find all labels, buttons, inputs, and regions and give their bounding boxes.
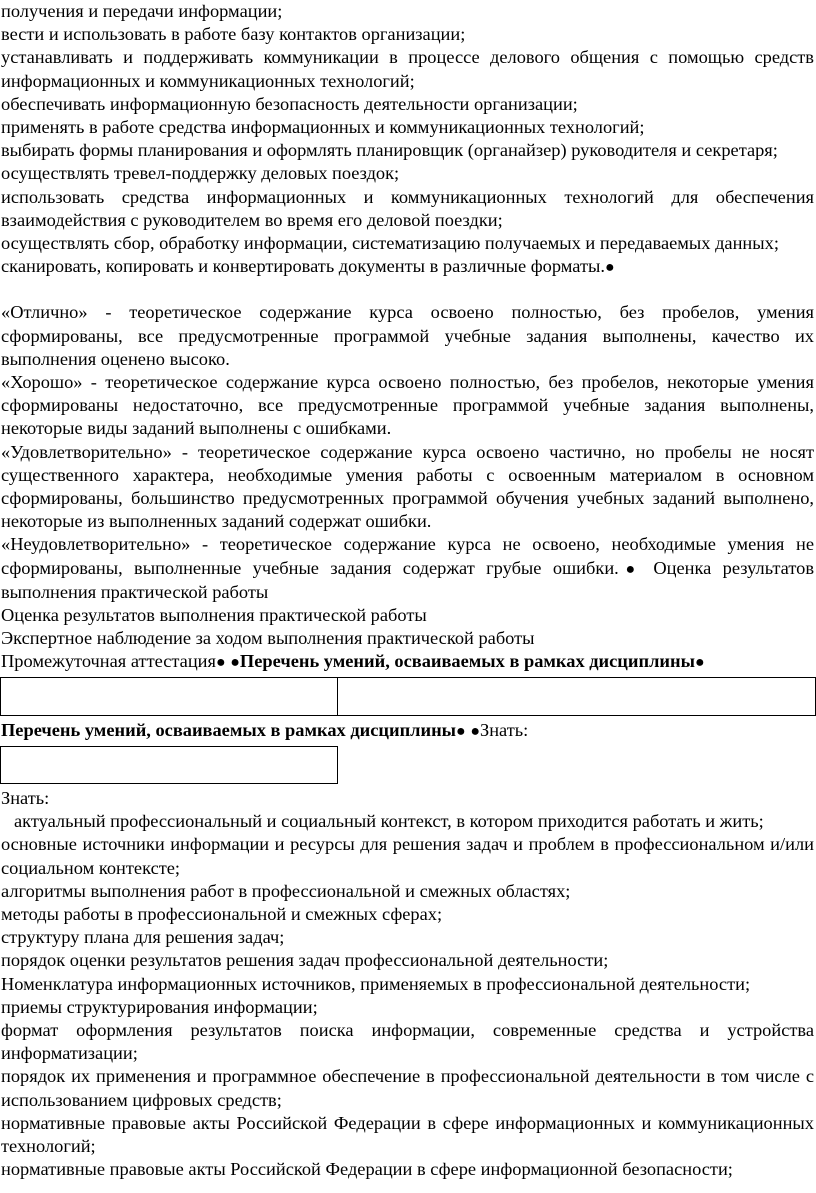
bullet-icon: ● [604, 259, 615, 277]
expert-observation-line: Экспертное наблюдение за ходом выполнения практической работы [1, 628, 535, 649]
spacer [0, 279, 816, 301]
grade-good: «Хорошо» - теоретическое содержание курса освоено полностью, без пробелов, некоторые умения сформированы недостаточно, все предусмотренные программой учебные задания выполнены, некоторые виды заданий выполнены с ошибками. [1, 372, 814, 439]
table-cell-empty [0, 746, 338, 784]
knowledge-item: приемы структурирования информации; [1, 996, 318, 1017]
bullet-icon: ● [215, 654, 226, 672]
knowledge-item: нормативные правовые акты Российской Федерации в сфере информационной безопасности; [1, 1159, 733, 1180]
skills-heading: Перечень умений, осваиваемых в рамках дисциплины [1, 719, 457, 740]
skill-item: применять в работе средства информационных и коммуникационных технологий; [1, 117, 645, 138]
knowledge-item: структуру плана для решения задач; [1, 927, 285, 948]
know-label: Знать: [1, 787, 50, 808]
skills-heading: Перечень умений, осваиваемых в рамках дисциплины [239, 651, 695, 672]
skill-item-last [0, 255, 816, 279]
skill-item: вести и использовать в работе базу контактов организации; [1, 24, 466, 45]
knowledge-item: нормативные правовые акты Российской Федерации в сфере информационных и коммуникационных технологий; [1, 1112, 814, 1156]
bullet-icon: ● [456, 722, 466, 740]
interim-label: Промежуточная аттестация [1, 651, 216, 672]
know-label-inline: Знать: [480, 719, 529, 740]
grade-unsatisfactory [0, 533, 816, 604]
grading-criteria [0, 301, 816, 604]
skill-item: использовать средства информационных и коммуникационных технологий для обеспечения взаимодействия с руководителем во время его деловой поездки; [1, 186, 814, 230]
skill-item: выбирать формы планирования и оформлять планировщик (органайзер) руководителя и секретаря; [1, 140, 778, 161]
skill-item: получения и передачи информации; [1, 1, 283, 21]
knowledge-item: алгоритмы выполнения работ в профессиональной и смежных областях; [1, 880, 571, 901]
bullet-icon: ● [470, 722, 480, 740]
skill-item: осуществлять тревел-поддержку деловых поездок; [1, 163, 400, 184]
bullet-icon: ● [230, 654, 240, 672]
table-cell-empty [0, 677, 338, 716]
knowledge-item: актуальный профессиональный и социальный контекст, в котором приходится работать и жить; [14, 811, 764, 832]
bullet-icon: ● [694, 654, 705, 672]
skills-list [0, 0, 816, 279]
skills-heading-line [0, 719, 816, 743]
bullet-icon: ● [618, 560, 642, 578]
interim-attestation-line [0, 650, 816, 674]
knowledge-item: порядок оценки результатов решения задач профессиональной деятельности; [1, 950, 609, 971]
grade-excellent: «Отлично» - теоретическое содержание курса освоено полностью, без пробелов, умения сформированы, все предусмотренные программой учебные задания выполнены, качество их выполнения оценено высоко. [1, 302, 814, 369]
knowledge-item: порядок их применения и программное обеспечение в профессиональной деятельности в том числе с использованием цифровых средств; [1, 1066, 814, 1110]
table-row [0, 677, 816, 716]
skill-item: осуществлять сбор, обработку информации, систематизацию получаемых и передаваемых данных; [1, 233, 779, 254]
knowledge-item: формат оформления результатов поиска информации, современные средства и устройства информатизации; [1, 1019, 814, 1064]
skill-item: обеспечивать информационную безопасность деятельности организации; [1, 93, 578, 114]
skill-item: устанавливать и поддерживать коммуникации в процессе делового общения с помощью средств информационных и коммуникационных технологий; [1, 47, 814, 91]
knowledge-item: Номенклатура информационных источников, применяемых в профессиональной деятельности; [1, 973, 751, 994]
table-cell-empty [338, 677, 816, 716]
assessment-line: Оценка результатов выполнения практической работы [1, 605, 427, 626]
knowledge-item: методы работы в профессиональной и смежных сферах; [1, 903, 443, 924]
grade-satisfactory: «Удовлетворительно» - теоретическое содержание курса освоено частично, но пробелы не носят существенного характера, необходимые умения работы с освоенным материалом в основном сформированы, большинство предусмотренных программой обучения учебных заданий выполнено, некоторые из выполненных заданий содержат ошибки. [1, 441, 814, 532]
knowledge-list [0, 810, 816, 1181]
grade-fail-text: «Неудовлетворительно» - теоретическое содержание курса не освоено, необходимые умения не сформированы, выполненные учебные задания содержат грубые ошибки. [1, 534, 814, 578]
skill-item-text: сканировать, копировать и конвертировать документы в различные форматы. [1, 256, 605, 277]
assessment-inline-text: Оценка результатов выполнения практической работы [1, 557, 814, 602]
knowledge-item: основные источники информации и ресурсы для решения задач и проблем в профессиональном и/или социальном контексте; [1, 834, 814, 878]
